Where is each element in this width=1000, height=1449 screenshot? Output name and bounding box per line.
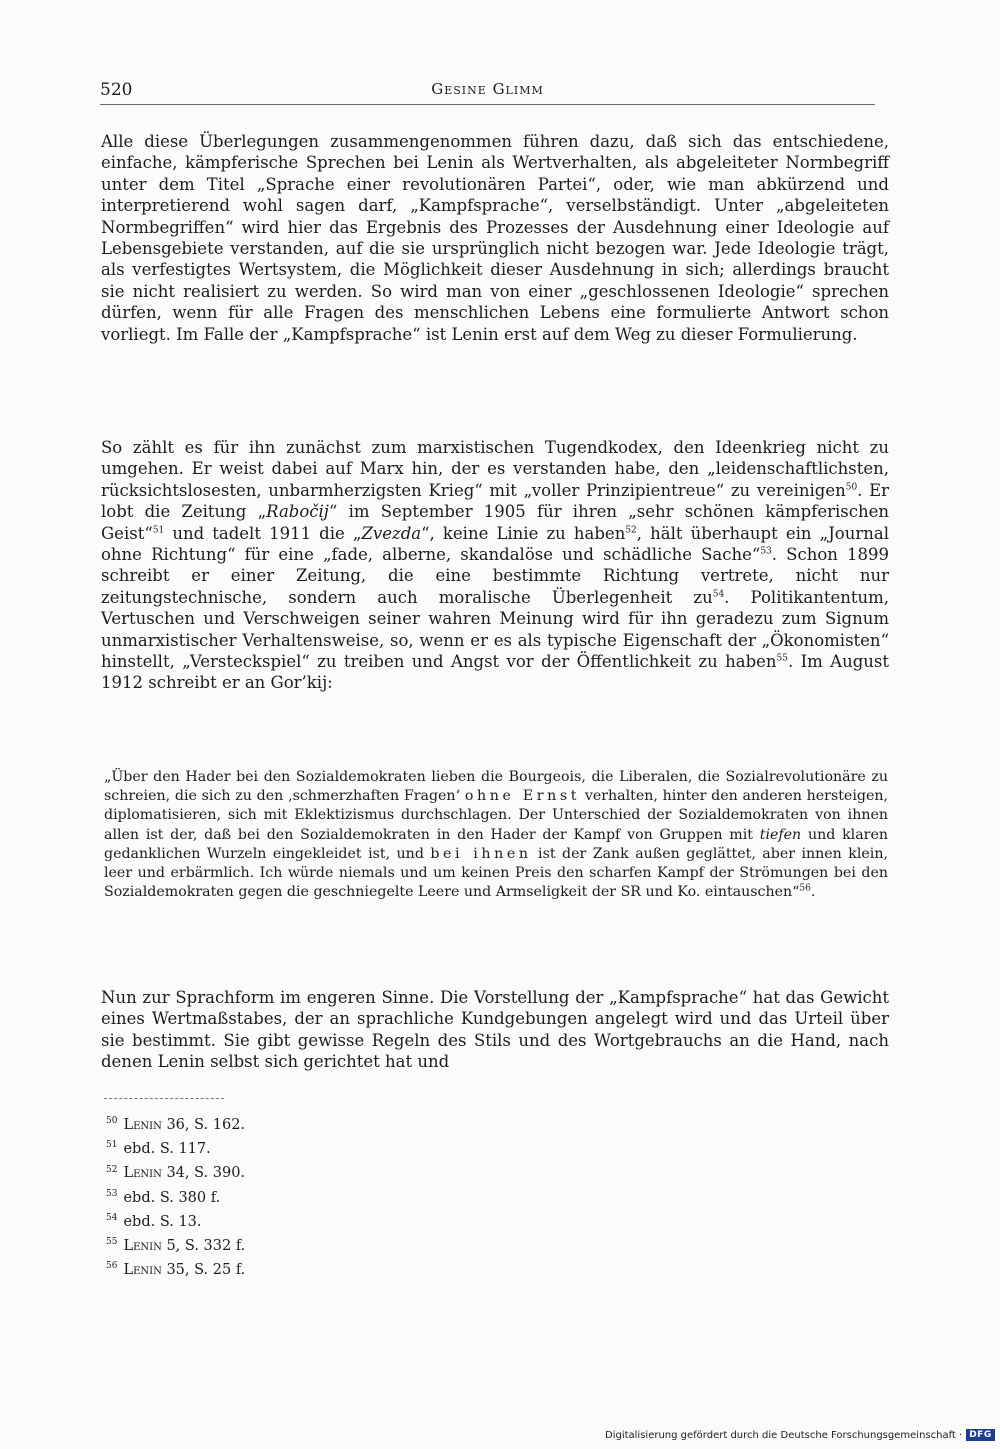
footnote-number: 55 <box>106 1237 118 1248</box>
text-run: . <box>810 884 816 901</box>
running-head: Gesine Glimm <box>431 80 544 98</box>
footnote-divider <box>104 1098 224 1099</box>
footnote-number: 51 <box>106 1140 118 1151</box>
title-rabocij: Rabočij <box>266 502 329 522</box>
footnote-ref: 35, S. 25 f. <box>161 1262 246 1279</box>
text-run: verhalten, hinter den anderen hersteigen, diplomatisieren, sich mit Eklektizismus durchschlagen. Der Unterschied der Sozialdemokraten von ihnen allen ist der, daß bei den Sozialdemokraten in den Hader der Kampf von Gruppen mit <box>104 788 888 843</box>
footnote-ref: ebd. S. 380 f. <box>123 1189 221 1206</box>
text-run: . Im August 1912 schreibt er an Gor’kij: <box>101 652 890 693</box>
footnote-number: 52 <box>106 1164 118 1175</box>
footnote-number: 54 <box>106 1212 118 1223</box>
text-run: . Schon 1899 schreibt er einer Zeitung, die eine bestimmte Richtung vertrete, nicht nur zeitungstechnische, sondern auch moralische Überlegenheit zu <box>101 545 889 607</box>
paragraph-4: Nun zur Sprachform im engeren Sinne. Die Vorstellung der „Kampfsprache“ hat das Gewicht eines Wertmaßstabes, der an sprachliche Kundgebungen angelegt wird und das Urteil über sie bestimmt. Sie gibt gewisse Regeln des Stils und des Wortgebrauchs an die Hand, nach denen Lenin selbst sich gerichtet hat und <box>101 988 889 1072</box>
italic-emphasis: tiefen <box>759 826 802 843</box>
footnote-number: 50 <box>106 1116 118 1127</box>
spaced-emphasis: ohne Ernst <box>464 788 581 805</box>
text-run: “ im September 1905 für ihren „sehr schönen kämpferischen Geist“ <box>101 502 890 543</box>
dfg-logo: DFG <box>966 1429 995 1441</box>
text-run: ist der Zank außen geglättet, aber innen klein, leer und erbärmlich. Ich würde niemals und um keinen Preis den scharfen Kampf der Strömungen bei den Sozialdemokraten gegen die geschniegelte Leere und Armseligkeit der SR und Ko. eintauschen“ <box>104 845 888 901</box>
footnote <box>106 1234 245 1258</box>
footnote-ref: 36, S. 162. <box>161 1117 246 1133</box>
footnote <box>106 1258 245 1282</box>
footnote-list <box>106 1113 245 1282</box>
text-run: . Politikantentum, Vertuschen und Verschweigen seiner wahren Meinung wird für ihn geradezu zum Signum unmarxistischer Verhaltensweise, so, wenn er es als typische Eigenschaft der „Ökonomisten“ hinstellt, „Versteckspiel“ zu treiben und Angst vor der Öffentlichkeit zu haben <box>101 587 890 672</box>
footnote-author: Lenin <box>123 1238 162 1255</box>
footnote-ref: ebd. S. 117. <box>123 1141 211 1158</box>
text-run: und tadelt 1911 die „ <box>164 523 362 543</box>
footnote-ref: 34, S. 390. <box>161 1165 246 1182</box>
digitization-credit <box>605 1429 995 1441</box>
text-run: “, keine Linie zu haben <box>421 523 626 543</box>
footnote-ref: ebd. S. 13. <box>123 1213 202 1230</box>
page-number: 520 <box>100 80 133 100</box>
text-run: und klaren gedanklichen Wurzeln eingekleidet ist, und <box>104 826 888 862</box>
text-run: „Über den Hader bei den Sozialdemokraten lieben die Bourgeois, die Liberalen, die Sozialrevolutionäre zu schreien, die sich zu den ‚schmerzhaften Fragen‘ <box>104 769 888 805</box>
text-run: So zählt es für ihn zunächst zum marxistischen Tugendkodex, den Ideenkrieg nicht zu umgehen. Er weist dabei auf Marx hin, der es verstanden habe, den „leidenschaftlichsten, rücksichtslosesten, unbarmherzigsten Krieg“ mit „voller Prinzipientreue“ zu vereinigen <box>101 438 889 500</box>
spaced-emphasis: bei ihnen <box>430 845 532 862</box>
paragraph-1: Alle diese Überlegungen zusammengenommen führen dazu, daß sich das entschiedene, einfache, kämpferische Sprechen bei Lenin als Wertverhalten, als abgeleiteter Normbegriff unter dem Titel „Sprache einer revolutionären Partei“, oder, wie man abkürzend und interpretierend wohl sagen darf, „Kampfsprache“, verselbständigt. Unter „abgeleiteten Normbegriffen“ wird hier das Ergebnis des Prozesses der Ausdehnung einer Ideologie auf Lebensgebiete verstanden, auf die sie ursprünglich nicht bezogen war. Jede Ideologie trägt, als verfestigtes Wertsystem, die Möglichkeit dieser Ausdehnung in sich; allerdings braucht sie nicht realisiert zu werden. So wird man von einer „geschlossenen Ideologie“ sprechen dürfen, wenn für alle Fragen des menschlichen Lebens eine formulierte Antwort schon vorliegt. Im Falle der „Kampfsprache“ ist Lenin erst auf dem Weg zu dieser Formulierung. <box>101 132 889 344</box>
page-header <box>100 78 875 105</box>
block-quote <box>104 768 888 902</box>
footnote <box>106 1137 245 1161</box>
footnote-ref-52[interactable]: 52 <box>625 525 637 536</box>
footnote <box>106 1186 245 1210</box>
paragraph-2 <box>101 437 889 694</box>
footnote-author: Lenin <box>123 1165 162 1182</box>
footnote-number: 53 <box>106 1188 118 1199</box>
text-run: . Er lobt die Zeitung „ <box>101 480 890 522</box>
footnote-ref-55[interactable]: 55 <box>776 653 788 664</box>
footnote <box>106 1210 245 1234</box>
footnote-author: Lenin <box>123 1117 162 1133</box>
title-zvezda: Zvezda <box>361 523 422 543</box>
footnote <box>106 1161 245 1185</box>
footnote-ref-53[interactable]: 53 <box>760 546 772 557</box>
footnote-ref-54[interactable]: 54 <box>712 589 725 600</box>
footnote-ref-50[interactable]: 50 <box>845 482 858 493</box>
footnote-ref-56[interactable]: 56 <box>799 883 811 894</box>
credit-text: Digitalisierung gefördert durch die Deutsche Forschungsgemeinschaft · <box>605 1429 963 1441</box>
footnote-ref-51[interactable]: 51 <box>152 525 165 536</box>
footnote-author: Lenin <box>123 1262 162 1279</box>
footnote-ref: 5, S. 332 f. <box>161 1238 246 1255</box>
footnote <box>106 1113 245 1137</box>
footnote-number: 56 <box>106 1261 118 1272</box>
text-run: , hält überhaupt ein „Journal ohne Richtung“ für eine „fade, alberne, skandalöse und schädliche Sache“ <box>101 523 889 565</box>
